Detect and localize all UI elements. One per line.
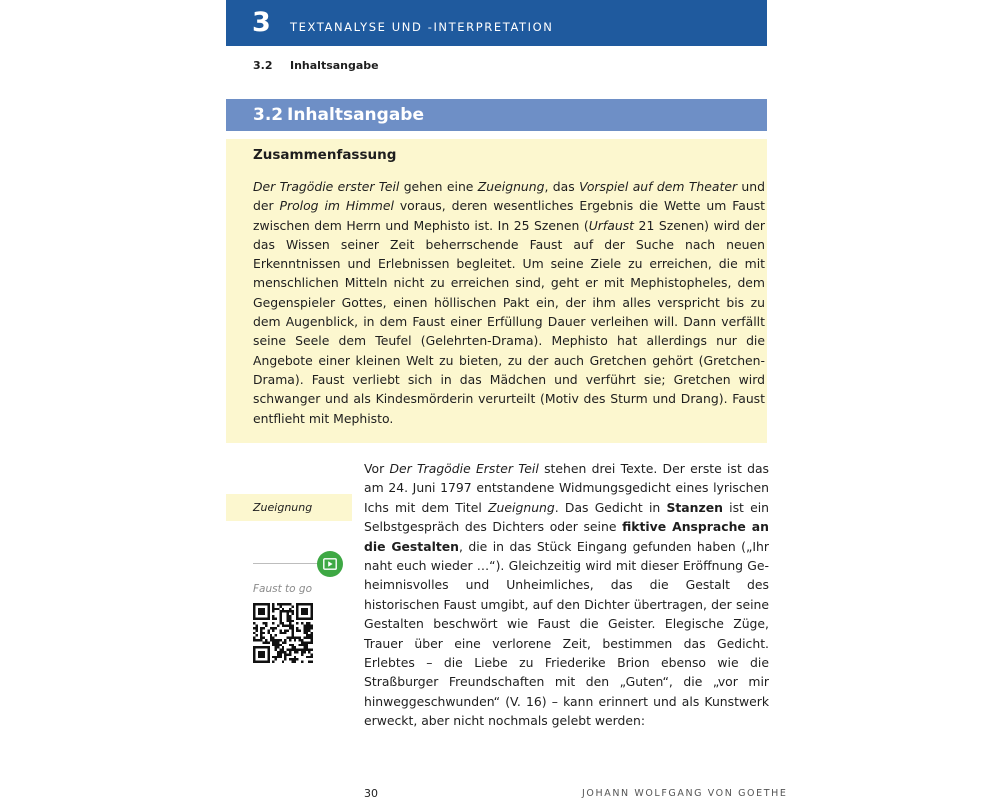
play-video-icon-glyph bbox=[323, 558, 337, 570]
chapter-header-bar bbox=[226, 0, 767, 46]
text-run: Vorspiel auf dem Theater bbox=[579, 179, 738, 194]
qr-code[interactable] bbox=[253, 603, 313, 663]
margin-note-label: Zueignung bbox=[253, 501, 313, 514]
media-label: Faust to go bbox=[253, 583, 313, 595]
footer-author: JOHANN WOLFGANG VON GOETHE bbox=[582, 788, 788, 799]
section-title: Inhaltsangabe bbox=[287, 105, 424, 125]
text-run: , die in das Stück Eingang gefunden haben („Ihr naht euch wieder …“). Gleichzeitig wird mit dieser Eröffnung Geheimnisvolles und Unheimliches, das die Gestalt des historischen Faust umgibt, auf den Dichter übertragen, der seine Gestalten beschwört wie Faust die Geister. Elegische Züge, Trauer über eine verlorene Zeit, bestimmen das Gedicht. Erlebtes – die Liebe zu Friederike Brion ebenso wie die Straßburger Freundschaften mit den „Guten“, die „vor mir hinweggeschwunden“ (V. 16) – kann erinnert und als Kunstwerk erweckt, aber nicht nochmals gelebt werden: bbox=[364, 538, 769, 729]
text-run: Prolog im Himmel bbox=[279, 198, 394, 214]
margin-note bbox=[226, 494, 352, 521]
text-run: ist ein Selbstgespräch des Dichters oder seine bbox=[364, 499, 769, 535]
section-number: 3.2 bbox=[253, 105, 284, 125]
body-paragraph bbox=[364, 459, 769, 731]
text-run: Zueignung bbox=[488, 499, 555, 515]
media-divider bbox=[253, 563, 319, 564]
running-head-number: 3.2 bbox=[253, 59, 273, 72]
page-number: 30 bbox=[364, 787, 378, 800]
text-run: gehen eine bbox=[399, 179, 478, 194]
text-run: . Das Gedicht in bbox=[554, 499, 667, 515]
text-run: Urfaust bbox=[588, 217, 635, 233]
play-video-icon[interactable] bbox=[317, 551, 343, 577]
text-run: Vor bbox=[364, 461, 390, 476]
summary-heading: Zusammenfassung bbox=[253, 147, 397, 163]
text-run: stehen drei Texte. Der erste ist das am 24. Juni 1797 entstandene Widmungsgedicht eines lyrischen Ichs mit dem Titel bbox=[364, 461, 769, 515]
text-run: Zueignung bbox=[477, 179, 545, 194]
text-run: Stanzen bbox=[666, 499, 723, 515]
text-run: 21 Szenen) wird der das Wissen seiner Zeit beherrschende Faust auf der Suche nach neuen Erkenntnissen und Erlebnissen begleitet. Um seine Ziele zu erreichen, die mit menschlichen Mitteln nicht zu erreichen sind, geht er mit Mephistopheles, dem Gegenspieler Gottes, einen höllischen Pakt ein, der ihm alles verspricht bis zu dem Augenblick, in dem Faust einer Erfüllung Dauer verleihen will. Dann verfällt seine Seele dem Teufel (Gelehrten-Drama). Mephisto hat allerdings nur die Angebote einer kleinen Welt zu bieten, zu der auch Gretchen gehört (Gretchen-Drama). Faust verliebt sich in das Mädchen und verführt sie; Gretchen wird schwanger und als Kindesmörderin verurteilt (Motiv des Sturm und Drang). Faust entflieht mit Mephisto. bbox=[253, 217, 766, 426]
section-heading-bar bbox=[226, 99, 767, 131]
text-run: und der bbox=[253, 179, 765, 214]
text-run: Der Tragödie erster Teil bbox=[253, 179, 400, 194]
chapter-title: TEXTANALYSE UND -INTERPRETATION bbox=[290, 20, 554, 34]
text-run: , das bbox=[544, 179, 580, 194]
text-run: voraus, deren wesentliches Ergebnis die Wette um Faust zwischen dem Herrn und Mephisto ist. In 25 Szenen ( bbox=[253, 198, 766, 233]
running-head-title: Inhaltsangabe bbox=[290, 59, 379, 72]
text-run: fiktive Ansprache an die Gestalten bbox=[364, 519, 769, 554]
summary-box bbox=[226, 139, 767, 443]
summary-paragraph bbox=[253, 177, 765, 428]
text-run: Der Tragödie Erster Teil bbox=[389, 461, 539, 476]
chapter-number: 3 bbox=[252, 7, 271, 38]
